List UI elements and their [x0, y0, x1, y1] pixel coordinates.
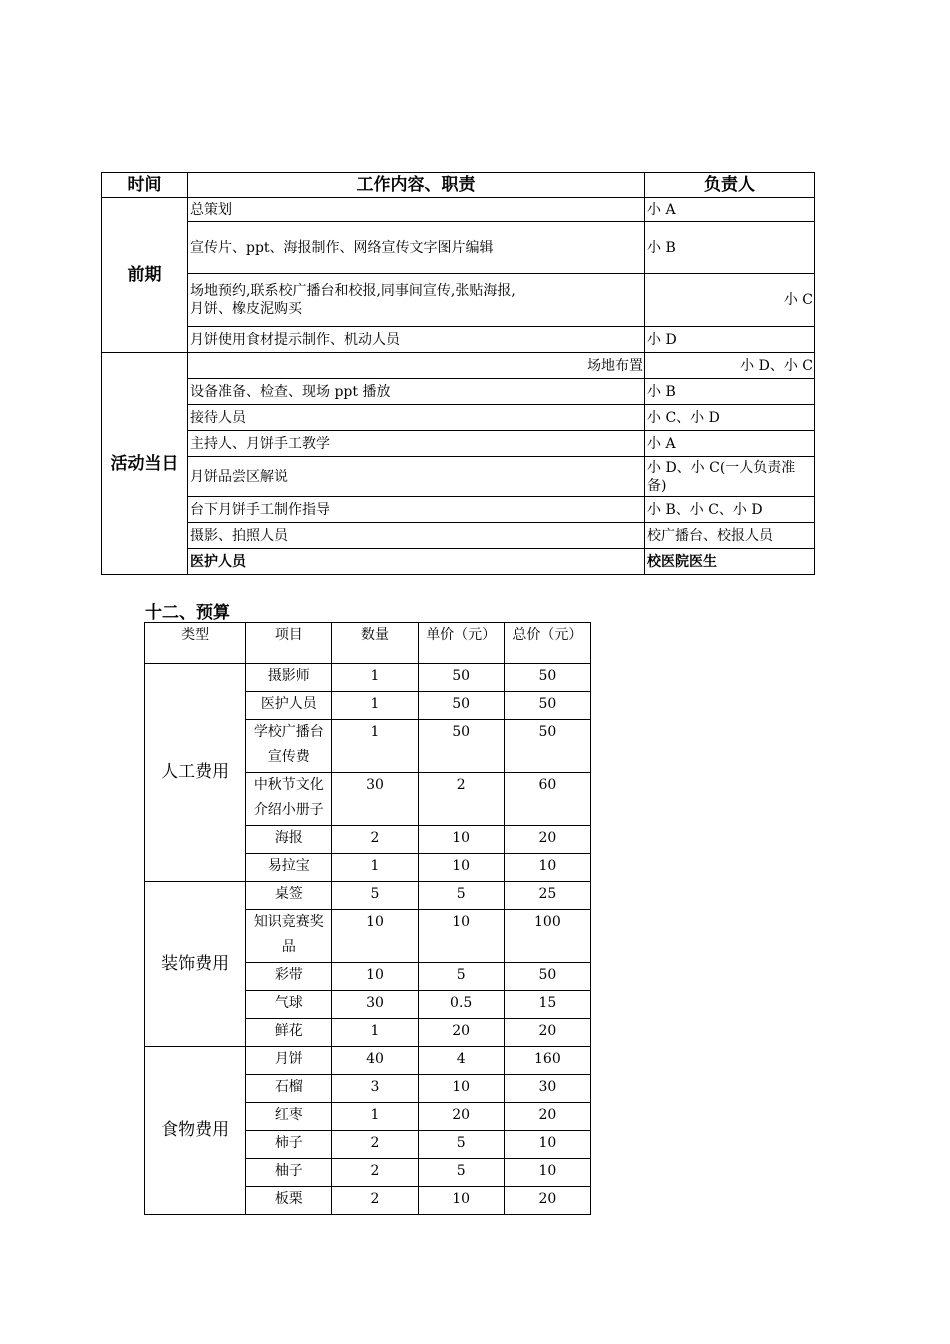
- unit-price-cell: 2: [418, 773, 504, 826]
- task-line: 场地预约,联系校广播台和校报,同事间宣传,张贴海报,: [190, 283, 516, 299]
- total-price-cell: 30: [504, 1075, 590, 1103]
- item-cell: 红枣: [246, 1103, 332, 1131]
- item-cell: 医护人员: [246, 692, 332, 720]
- category-cell: 装饰费用: [145, 882, 246, 1047]
- task-cell: [188, 274, 645, 327]
- item-cell: [246, 910, 332, 963]
- qty-cell: 1: [332, 720, 418, 773]
- qty-cell: 5: [332, 882, 418, 910]
- item-cell: [246, 773, 332, 826]
- unit-price-cell: 5: [418, 882, 504, 910]
- unit-price-cell: 50: [418, 720, 504, 773]
- qty-cell: 1: [332, 1103, 418, 1131]
- unit-price-cell: 10: [418, 1187, 504, 1215]
- unit-price-cell: 50: [418, 664, 504, 692]
- table-row: [102, 457, 815, 497]
- qty-cell: 1: [332, 1019, 418, 1047]
- unit-price-cell: 20: [418, 1019, 504, 1047]
- table-row: [102, 353, 815, 379]
- header-total-price: 总价（元）: [504, 623, 590, 664]
- total-price-cell: 15: [504, 991, 590, 1019]
- table-row: [102, 379, 815, 405]
- item-cell: 易拉宝: [246, 854, 332, 882]
- header-item: 项目: [246, 623, 332, 664]
- table-row: [102, 431, 815, 457]
- phase-day: 活动当日: [102, 353, 188, 575]
- owner-line: 小 D、小 C(一人负责准: [647, 459, 796, 476]
- qty-cell: 40: [332, 1047, 418, 1075]
- owner-cell: [645, 457, 815, 497]
- item-line: 宣传费: [267, 749, 310, 765]
- table-row: [102, 198, 815, 222]
- table-row: [102, 405, 815, 431]
- item-cell: 桌签: [246, 882, 332, 910]
- budget-table: [144, 622, 591, 1215]
- qty-cell: 2: [332, 1159, 418, 1187]
- item-line: 品: [281, 939, 296, 955]
- table-row: [102, 549, 815, 575]
- item-line: 中秋节文化: [253, 777, 324, 793]
- header-content: 工作内容、职责: [188, 173, 645, 198]
- header-owner: 负责人: [645, 173, 815, 198]
- budget-row: [145, 1047, 591, 1075]
- item-cell: 气球: [246, 991, 332, 1019]
- item-cell: 柿子: [246, 1131, 332, 1159]
- qty-cell: 2: [332, 1131, 418, 1159]
- category-cell: 人工费用: [145, 664, 246, 882]
- unit-price-cell: 10: [418, 910, 504, 963]
- owner-line: 备): [647, 477, 667, 494]
- table-row: [102, 497, 815, 523]
- task-cell: 宣传片、ppt、海报制作、网络宣传文字图片编辑: [188, 222, 645, 274]
- unit-price-cell: 5: [418, 963, 504, 991]
- table-row: [102, 523, 815, 549]
- item-cell: 月饼: [246, 1047, 332, 1075]
- task-cell: 月饼品尝区解说: [188, 457, 645, 497]
- unit-price-cell: 50: [418, 692, 504, 720]
- item-line: 知识竞赛奖: [253, 914, 324, 930]
- owner-cell: 小 D: [645, 327, 815, 353]
- total-price-cell: 25: [504, 882, 590, 910]
- owner-cell: 小 B、小 C、小 D: [645, 497, 815, 523]
- item-cell: 鲜花: [246, 1019, 332, 1047]
- task-cell: 设备准备、检查、现场 ppt 播放: [188, 379, 645, 405]
- qty-cell: 10: [332, 963, 418, 991]
- task-cell: 医护人员: [188, 549, 645, 575]
- header-qty: 数量: [332, 623, 418, 664]
- unit-price-cell: 10: [418, 854, 504, 882]
- item-cell: [246, 720, 332, 773]
- total-price-cell: 50: [504, 692, 590, 720]
- table-row: [102, 327, 815, 353]
- header-unit-price: 单价（元）: [418, 623, 504, 664]
- item-cell: 石榴: [246, 1075, 332, 1103]
- total-price-cell: 100: [504, 910, 590, 963]
- unit-price-cell: 5: [418, 1131, 504, 1159]
- qty-cell: 1: [332, 692, 418, 720]
- total-price-cell: 20: [504, 1187, 590, 1215]
- qty-cell: 3: [332, 1075, 418, 1103]
- owner-cell: 小 B: [645, 222, 815, 274]
- qty-cell: 2: [332, 826, 418, 854]
- qty-cell: 30: [332, 773, 418, 826]
- item-line: 介绍小册子: [253, 802, 324, 818]
- unit-price-cell: 4: [418, 1047, 504, 1075]
- item-cell: 摄影师: [246, 664, 332, 692]
- task-cell: 场地布置: [188, 353, 645, 379]
- task-line: 月饼、橡皮泥购买: [190, 301, 302, 317]
- qty-cell: 2: [332, 1187, 418, 1215]
- item-line: 学校广播台: [253, 724, 324, 740]
- schedule-table: [101, 172, 815, 575]
- total-price-cell: 60: [504, 773, 590, 826]
- qty-cell: 1: [332, 664, 418, 692]
- unit-price-cell: 10: [418, 826, 504, 854]
- budget-header-row: [145, 623, 591, 664]
- budget-row: [145, 664, 591, 692]
- task-cell: 月饼使用食材提示制作、机动人员: [188, 327, 645, 353]
- unit-price-cell: 5: [418, 1159, 504, 1187]
- qty-cell: 10: [332, 910, 418, 963]
- item-cell: 彩带: [246, 963, 332, 991]
- total-price-cell: 20: [504, 826, 590, 854]
- qty-cell: 1: [332, 854, 418, 882]
- header-time: 时间: [102, 173, 188, 198]
- total-price-cell: 160: [504, 1047, 590, 1075]
- unit-price-cell: 0.5: [418, 991, 504, 1019]
- task-cell: 主持人、月饼手工教学: [188, 431, 645, 457]
- phase-pre: 前期: [102, 198, 188, 353]
- header-type: 类型: [145, 623, 246, 664]
- task-cell: 接待人员: [188, 405, 645, 431]
- budget-section-title: 十二、预算: [145, 603, 230, 623]
- unit-price-cell: 10: [418, 1075, 504, 1103]
- total-price-cell: 10: [504, 1131, 590, 1159]
- total-price-cell: 50: [504, 720, 590, 773]
- total-price-cell: 10: [504, 854, 590, 882]
- owner-cell: 小 A: [645, 198, 815, 222]
- owner-cell: 小 A: [645, 431, 815, 457]
- task-cell: 台下月饼手工制作指导: [188, 497, 645, 523]
- unit-price-cell: 20: [418, 1103, 504, 1131]
- total-price-cell: 20: [504, 1103, 590, 1131]
- owner-cell: 小 C、小 D: [645, 405, 815, 431]
- owner-cell: 校广播台、校报人员: [645, 523, 815, 549]
- total-price-cell: 20: [504, 1019, 590, 1047]
- total-price-cell: 50: [504, 963, 590, 991]
- owner-cell: 小 B: [645, 379, 815, 405]
- table-row: [102, 274, 815, 327]
- owner-cell: 小 D、小 C: [645, 353, 815, 379]
- category-cell: 食物费用: [145, 1047, 246, 1215]
- budget-row: [145, 882, 591, 910]
- schedule-header-row: [102, 173, 815, 198]
- task-cell: 摄影、拍照人员: [188, 523, 645, 549]
- item-cell: 板栗: [246, 1187, 332, 1215]
- item-cell: 海报: [246, 826, 332, 854]
- owner-cell: 校医院医生: [645, 549, 815, 575]
- table-row: [102, 222, 815, 274]
- item-cell: 柚子: [246, 1159, 332, 1187]
- qty-cell: 30: [332, 991, 418, 1019]
- total-price-cell: 50: [504, 664, 590, 692]
- total-price-cell: 10: [504, 1159, 590, 1187]
- owner-cell: 小 C: [645, 274, 815, 327]
- task-cell: 总策划: [188, 198, 645, 222]
